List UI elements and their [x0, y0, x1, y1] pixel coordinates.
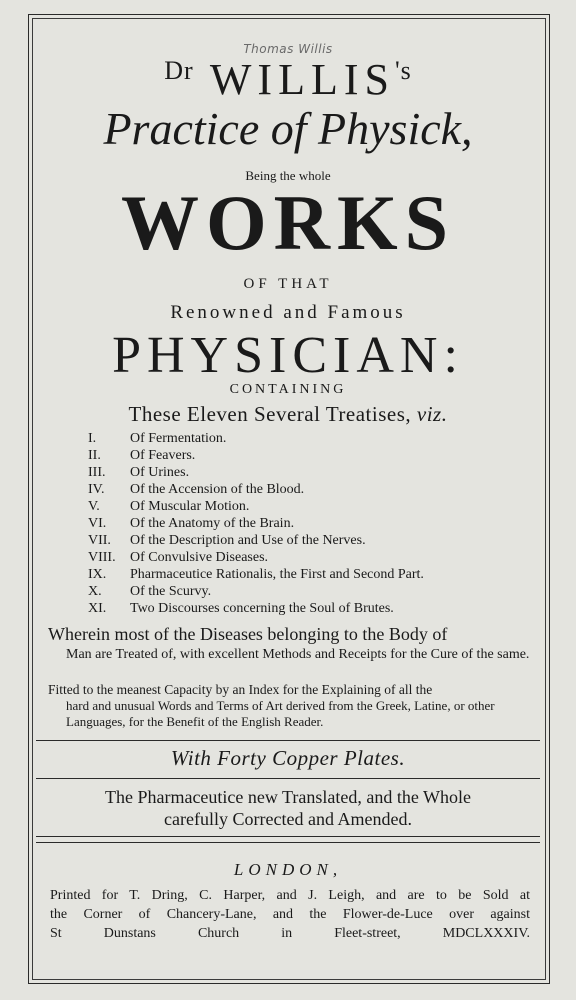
treatise-title: Of Feavers.	[130, 448, 196, 463]
treatise-title: Pharmaceutice Rationalis, the First and Second Part.	[130, 567, 424, 582]
treatise-list	[88, 430, 528, 617]
imprint-line-2: the Corner of Chancery-Lane, and the Flower-de-Luce over against	[50, 907, 530, 922]
list-item	[88, 600, 528, 617]
treatise-title: Of Fermentation.	[130, 431, 227, 446]
list-item	[88, 549, 528, 566]
imprint-line-3: St Dunstans Church in Fleet-street, MDCLXXXIV.	[50, 926, 530, 941]
treatise-number: VI.	[88, 516, 107, 531]
fitted-line-1: Fitted to the meanest Capacity by an Index for the Explaining of all the	[48, 682, 433, 697]
imprint-line-1: Printed for T. Dring, C. Harper, and J. Leigh, and are to be Sold at	[50, 888, 530, 903]
divider	[36, 740, 540, 741]
treatise-number: I.	[88, 431, 97, 446]
treatise-title: Of the Accension of the Blood.	[130, 482, 305, 497]
list-item	[88, 566, 528, 583]
list-item	[88, 464, 528, 481]
treatise-number: VIII.	[88, 550, 116, 565]
list-item	[88, 430, 528, 447]
imprint-text	[50, 886, 530, 943]
list-item	[88, 583, 528, 600]
treatise-number: XI.	[88, 601, 107, 616]
treatise-title: Of the Scurvy.	[130, 584, 212, 599]
title-line-practice: Practice of Physick,	[103, 103, 473, 154]
treatise-number: IX.	[88, 567, 107, 582]
divider	[36, 836, 540, 837]
list-item	[88, 532, 528, 549]
treatise-number: VII.	[88, 533, 111, 548]
fitted-line-2: hard and unusual Words and Terms of Art derived from the Greek, Latine, or other Languages, for the Benefit of the English Reader.	[66, 698, 495, 729]
imprint-city: LONDON,	[233, 860, 343, 879]
divider	[36, 842, 540, 843]
treatise-title: Of Convulsive Diseases.	[130, 550, 269, 565]
treatise-title: Of Urines.	[130, 465, 190, 480]
pharmaceutice-line-2: carefully Corrected and Amended.	[164, 809, 412, 829]
title-line-containing: CONTAINING	[229, 382, 347, 397]
title-line-author	[36, 55, 540, 104]
title-line-renowned: Renowned and Famous	[170, 302, 406, 323]
list-item	[88, 515, 528, 532]
title-line-treatises	[36, 402, 540, 427]
treatise-number: III.	[88, 465, 106, 480]
treatise-number: II.	[88, 448, 101, 463]
treatise-title: Of Muscular Motion.	[130, 499, 250, 514]
title-line-being: Being the whole	[245, 168, 331, 183]
list-item	[88, 481, 528, 498]
wherein-line-2: Man are Treated of, with excellent Methods and Receipts for the Cure of the same.	[66, 647, 530, 662]
divider	[36, 778, 540, 779]
title-name: WILLIS	[209, 55, 395, 104]
treatise-title: Two Discourses concerning the Soul of Brutes.	[130, 601, 394, 616]
treatise-title: Of the Description and Use of the Nerves.	[130, 533, 366, 548]
treatises-heading: These Eleven Several Treatises,	[128, 402, 412, 426]
treatise-number: X.	[88, 584, 102, 599]
title-line-physician: PHYSICIAN:	[112, 327, 464, 384]
plates-line: With Forty Copper Plates.	[170, 746, 406, 770]
pharmaceutice-note	[36, 786, 540, 830]
list-item	[88, 447, 528, 464]
viz-label: viz.	[416, 402, 448, 426]
handwritten-signature: Thomas Willis	[243, 42, 333, 56]
title-suffix: 's	[394, 56, 412, 85]
list-item	[88, 498, 528, 515]
treatise-title: Of the Anatomy of the Brain.	[130, 516, 295, 531]
wherein-line-1: Wherein most of the Diseases belonging to the Body of	[48, 624, 448, 644]
title-line-of-that: OF THAT	[243, 276, 333, 292]
title-line-works: WORKS	[120, 179, 456, 266]
treatise-number: V.	[88, 499, 100, 514]
pharmaceutice-line-1: The Pharmaceutice new Translated, and the Whole	[104, 787, 472, 807]
treatise-number: IV.	[88, 482, 105, 497]
title-dr: Dr	[164, 56, 194, 85]
